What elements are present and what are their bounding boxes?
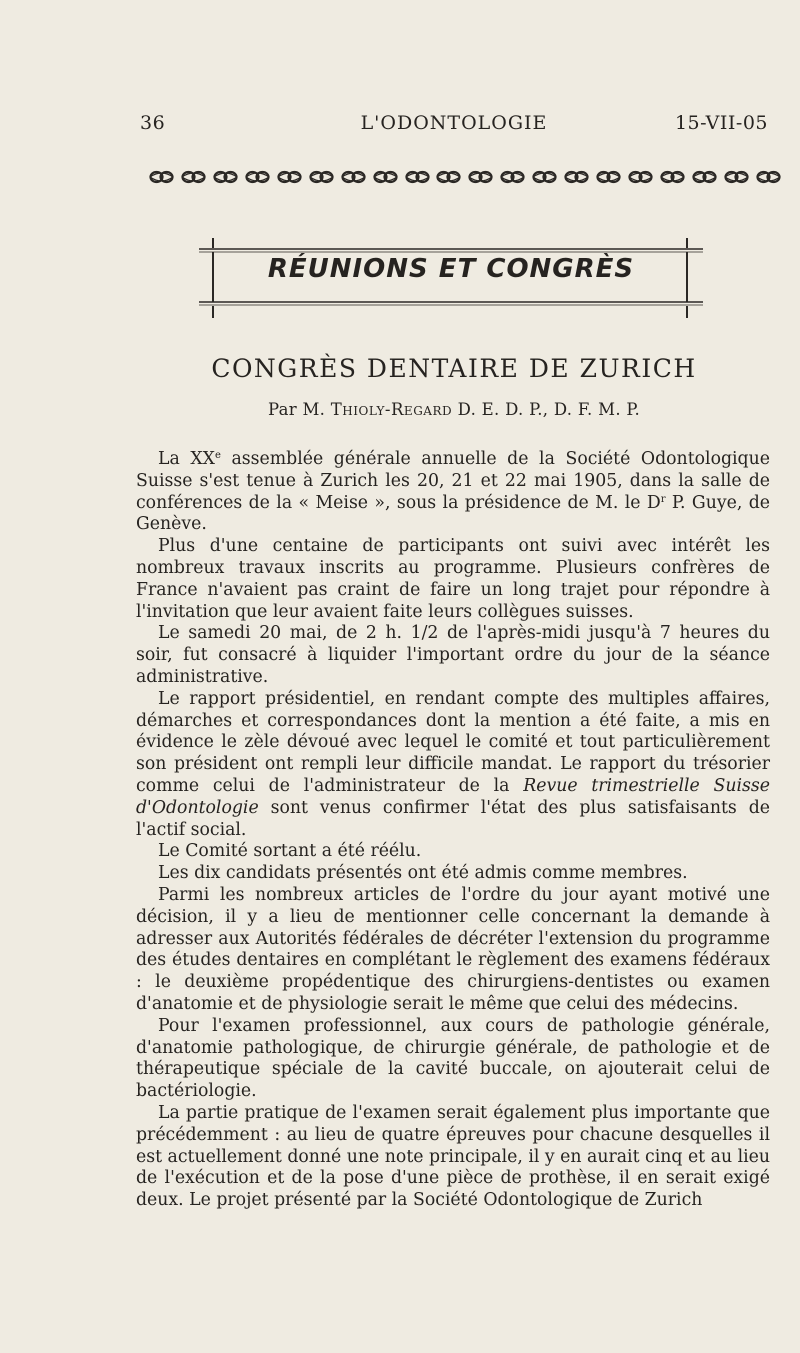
section-title: RÉUNIONS ET CONGRÈS bbox=[267, 254, 635, 284]
byline bbox=[140, 400, 768, 419]
interlace-knot-ornament bbox=[180, 168, 207, 186]
article-body bbox=[136, 449, 770, 1212]
paragraph: Les dix candidats présentés ont été admis comme membres. bbox=[158, 863, 688, 884]
interlace-knot-ornament bbox=[467, 168, 494, 186]
issue-date: 15-VII-05 bbox=[674, 112, 768, 134]
interlace-knot-ornament bbox=[627, 168, 654, 186]
interlace-knot-ornament bbox=[723, 168, 750, 186]
journal-title: L'ODONTOLOGIE bbox=[360, 112, 548, 134]
interlace-knot-ornament bbox=[340, 168, 367, 186]
page-number: 36 bbox=[140, 112, 166, 134]
interlace-knot-ornament bbox=[308, 168, 335, 186]
author-credentials: D. E. D. P., D. F. M. P. bbox=[457, 400, 641, 419]
interlace-knot-ornament bbox=[244, 168, 271, 186]
paragraph: Plus d'une centaine de participants ont suivi avec intérêt les nombreux travaux inscrits au programme. Plusieurs confrères de France n'avaient pas craint de faire un long trajet pour répondre à l'invitation que leur avaient faite leurs collègues suisses. bbox=[136, 536, 770, 622]
interlace-knot-ornament bbox=[595, 168, 622, 186]
paragraph-text: La XX bbox=[158, 449, 215, 469]
interlace-knot-ornament bbox=[659, 168, 686, 186]
paragraph bbox=[136, 689, 770, 842]
paragraph-text: sont venus confirmer l'état des plus satisfaisants de l'actif social. bbox=[136, 797, 770, 840]
interlace-knot-ornament bbox=[372, 168, 399, 186]
article-title: CONGRÈS DENTAIRE DE ZURICH bbox=[211, 354, 697, 383]
interlace-knot-ornament bbox=[691, 168, 718, 186]
interlace-knot-ornament bbox=[563, 168, 590, 186]
paragraph bbox=[136, 449, 770, 536]
paragraph: Pour l'examen professionnel, aux cours de pathologie générale, d'anatomie pathologique, de chirurgie générale, de pathologie et de thérapeutique spéciale de la cavité buccale, on ajouterait celui de bactériologie. bbox=[136, 1015, 770, 1102]
paragraph: La partie pratique de l'examen serait également plus importante que précédemment : au lieu de quatre épreuves pour chacune desquelles il est actuellement donné une note principale, il y en aurait cinq et au lieu de l'exécution et de la pose d'une pièce de prothèse, il en serait exigé deux. Le projet présenté par la Société Odontologique de Zurich bbox=[136, 1102, 770, 1211]
interlace-knot-ornament bbox=[755, 168, 782, 186]
paragraph: Le Comité sortant a été réélu. bbox=[158, 841, 422, 862]
paragraph: Parmi les nombreux articles de l'ordre du jour ayant motivé une décision, il y a lieu de mentionner celle concernant la demande à adresser aux Autorités fédérales de décréter l'extension du programme des études dentaires en complétant le règlement des examens fédéraux : le deuxième propédentique des chirurgiens-dentistes ou examen d'anatomie et de physiologie serait le même que celui des médecins. bbox=[136, 884, 770, 1014]
paragraph-text: P. Guye, de Genève. bbox=[136, 492, 771, 535]
byline-prefix: Par M. bbox=[267, 400, 326, 419]
interlace-knot-ornament bbox=[148, 168, 175, 186]
running-head bbox=[140, 112, 768, 142]
superscript: r bbox=[660, 493, 666, 505]
superscript: e bbox=[214, 450, 221, 461]
interlace-knot-ornament bbox=[212, 168, 239, 186]
paragraph-text: assemblée générale annuelle de la Société Odontologique Suisse s'est tenue à Zurich les 20, 21 et 22 mai 1905, dans la salle de conférences de la « Meise », sous la présidence de M. le D bbox=[136, 449, 770, 513]
paragraph-text: Le rapport présidentiel, en rendant compte des multiples affaires, démarches et correspondances dont la mention a été faite, a mis en évidence le zèle dévoué avec lequel le comité et tout particulièrement son président ont rempli leur difficile mandat. Le rapport du trésorier comme celui de l'administrateur de la bbox=[136, 688, 770, 796]
interlace-knot-ornament bbox=[435, 168, 462, 186]
paragraph: Le samedi 20 mai, de 2 h. 1/2 de l'après-midi jusqu'à 7 heures du soir, fut consacré à liquider l'important ordre du jour de la séance administrative. bbox=[136, 623, 770, 687]
interlace-knot-ornament bbox=[276, 168, 303, 186]
journal-reference: Revue trimestrielle Suisse d'Odontologie bbox=[136, 775, 770, 818]
interlace-knot-ornament bbox=[531, 168, 558, 186]
section-heading-frame bbox=[199, 232, 703, 330]
interlace-knot-ornament bbox=[499, 168, 526, 186]
ornament-band bbox=[148, 166, 782, 188]
interlace-knot-ornament bbox=[404, 168, 431, 186]
author-name: Thioly-Regard bbox=[330, 400, 453, 419]
